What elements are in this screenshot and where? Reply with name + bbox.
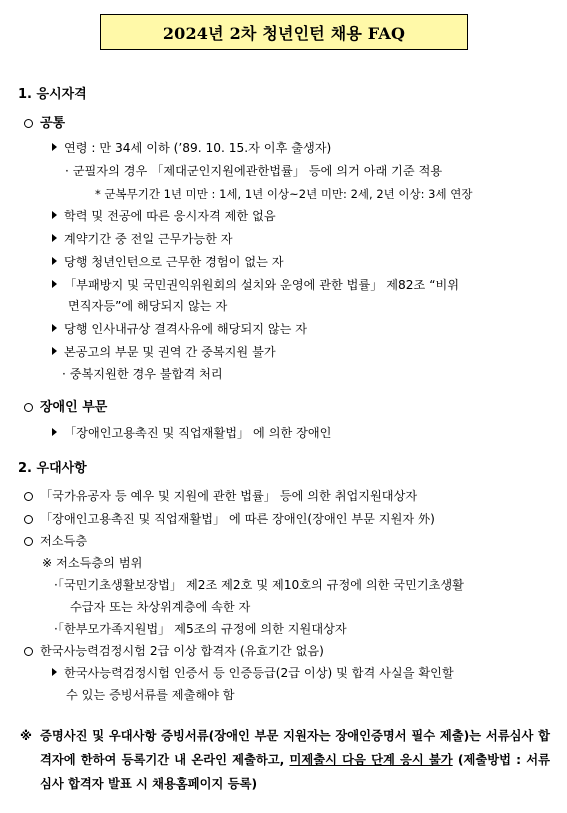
subheading-disabled: 장애인 부문 xyxy=(24,400,107,416)
list-item: 「장애인고용촉진 및 직업재활법」 에 의한 장애인 xyxy=(52,425,331,441)
list-item: 한국사능력검정시험 인증서 등 인증등급(2급 이상) 및 합격 사실을 확인할 xyxy=(52,665,454,681)
list-item: 저소득층 xyxy=(24,533,87,549)
triangle-bullet-icon xyxy=(52,257,57,265)
circle-bullet-icon xyxy=(24,492,33,501)
list-item: 수 있는 증빙서류를 제출해야 함 xyxy=(66,688,235,702)
list-item: 본공고의 부문 및 권역 간 중복지원 불가 xyxy=(52,344,276,360)
submission-note xyxy=(20,724,550,796)
triangle-bullet-icon xyxy=(52,428,57,436)
page-title: 2024년 2차 청년인턴 채용 FAQ xyxy=(100,14,468,50)
list-item: · 군필자의 경우 「제대군인지원에관한법률」 등에 의거 아래 기준 적용 xyxy=(65,164,443,178)
list-item: ·「한부모가족지원법」 제5조의 규정에 의한 지원대상자 xyxy=(54,622,347,636)
list-item: ※ 저소득층의 범위 xyxy=(42,556,143,570)
note-warning: 미제출시 다음 단계 응시 불가 xyxy=(289,753,453,767)
list-item: 수급자 또는 차상위계층에 속한 자 xyxy=(70,600,251,614)
list-item: 당행 인사내규상 결격사유에 해당되지 않는 자 xyxy=(52,321,307,337)
list-item: 당행 청년인턴으로 근무한 경험이 없는 자 xyxy=(52,254,284,270)
list-item: * 군복무기간 1년 미만 : 1세, 1년 이상~2년 미만: 2세, 2년 이상: 3세 연장 xyxy=(95,187,473,201)
list-item: 계약기간 중 전일 근무가능한 자 xyxy=(52,231,233,247)
list-item: 학력 및 전공에 따른 응시자격 제한 없음 xyxy=(52,208,276,224)
circle-bullet-icon xyxy=(24,537,33,546)
list-item: · 중복지원한 경우 불합격 처리 xyxy=(62,367,223,381)
subheading-common: 공통 xyxy=(24,116,65,132)
list-item: 「장애인고용촉진 및 직업재활법」 에 따른 장애인(장애인 부문 지원자 外) xyxy=(24,511,435,527)
circle-bullet-icon xyxy=(24,647,33,656)
list-item: ·「국민기초생활보장법」 제2조 제2호 및 제10호의 규정에 의한 국민기초생활 xyxy=(54,578,464,592)
triangle-bullet-icon xyxy=(52,668,57,676)
reference-mark-icon: ※ xyxy=(20,729,32,743)
circle-bullet-icon xyxy=(24,515,33,524)
triangle-bullet-icon xyxy=(52,280,57,288)
circle-bullet-icon xyxy=(24,119,33,128)
list-item: 면직자등”에 해당되지 않는 자 xyxy=(68,299,228,313)
triangle-bullet-icon xyxy=(52,211,57,219)
triangle-bullet-icon xyxy=(52,234,57,242)
circle-bullet-icon xyxy=(24,403,33,412)
list-item: 연령 : 만 34세 이하 (’89. 10. 15.자 이후 출생자) xyxy=(52,140,331,156)
triangle-bullet-icon xyxy=(52,347,57,355)
list-item: 「국가유공자 등 예우 및 지원에 관한 법률」 등에 의한 취업지원대상자 xyxy=(24,488,417,504)
section-heading-preferences: 2. 우대사항 xyxy=(18,461,87,476)
note-text: 증명사진 및 우대사항 증빙서류(장애인 부문 지원자는 장애인증명서 필수 제출)는 서류심사 합격자에 한하여 등록기간 내 온라인 제출하고, 미제출시 다음 단계 응시 불가 (제출방법 : 서류심사 합격자 발표 시 채용홈페이지 등록) xyxy=(40,729,551,791)
list-item: 「부패방지 및 국민권익위원회의 설치와 운영에 관한 법률」 제82조 “비위 xyxy=(52,277,459,293)
list-item: 한국사능력검정시험 2급 이상 합격자 (유효기간 없음) xyxy=(24,643,324,659)
triangle-bullet-icon xyxy=(52,324,57,332)
section-heading-eligibility: 1. 응시자격 xyxy=(18,87,87,102)
triangle-bullet-icon xyxy=(52,143,57,151)
